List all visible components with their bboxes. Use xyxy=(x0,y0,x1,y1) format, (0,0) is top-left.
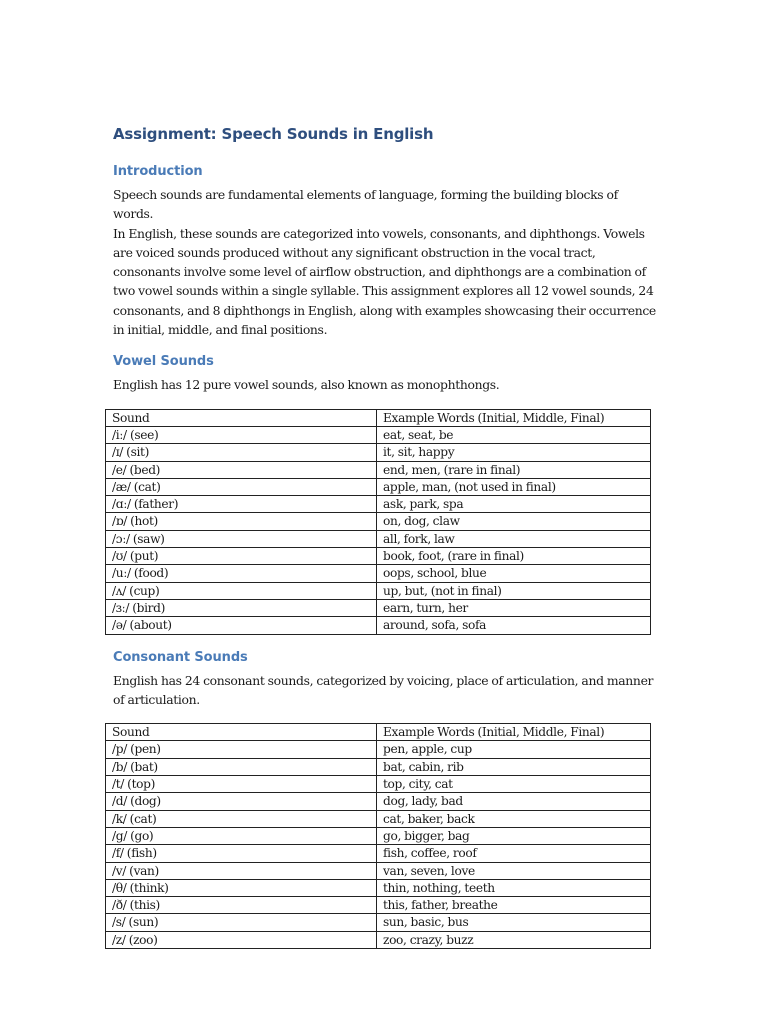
paragraph-line: In English, these sounds are categorized into vowels, consonants, and diphthongs. Vowels xyxy=(113,225,645,241)
examples-cell: all, fork, law xyxy=(377,530,651,547)
sound-cell: /f/ (fish) xyxy=(106,845,377,862)
table-row xyxy=(106,530,651,547)
examples-cell: earn, turn, her xyxy=(377,599,651,616)
sound-cell: /uː/ (food) xyxy=(106,565,377,582)
table-row xyxy=(106,741,651,758)
sound-cell: /ʌ/ (cup) xyxy=(106,582,377,599)
examples-cell: eat, seat, be xyxy=(377,426,651,443)
sound-cell: /s/ (sun) xyxy=(106,914,377,931)
table-row xyxy=(106,862,651,879)
table-row xyxy=(106,426,651,443)
paragraph-line: are voiced sounds produced without any significant obstruction in the vocal tract, xyxy=(113,244,596,260)
table-row xyxy=(106,776,651,793)
table-row xyxy=(106,478,651,495)
sound-cell: /ɪ/ (sit) xyxy=(106,444,377,461)
table-row xyxy=(106,931,651,948)
sound-cell: /æ/ (cat) xyxy=(106,478,377,495)
examples-cell: oops, school, blue xyxy=(377,565,651,582)
examples-cell: up, but, (not in final) xyxy=(377,582,651,599)
consonant-sounds-table xyxy=(105,723,651,949)
header-cell-sound: Sound xyxy=(106,724,377,741)
examples-cell: top, city, cat xyxy=(377,776,651,793)
sound-cell: /ɒ/ (hot) xyxy=(106,513,377,530)
examples-cell: sun, basic, bus xyxy=(377,914,651,931)
examples-cell: van, seven, love xyxy=(377,862,651,879)
table-row xyxy=(106,879,651,896)
sound-cell: /v/ (van) xyxy=(106,862,377,879)
table-header-row xyxy=(106,724,651,741)
header-cell-examples: Example Words (Initial, Middle, Final) xyxy=(377,409,651,426)
sound-cell: /iː/ (see) xyxy=(106,426,377,443)
examples-cell: pen, apple, cup xyxy=(377,741,651,758)
table-row xyxy=(106,548,651,565)
consonant-sounds-intro xyxy=(113,671,658,710)
examples-cell: apple, man, (not used in final) xyxy=(377,478,651,495)
examples-cell: ask, park, spa xyxy=(377,496,651,513)
document-title: Assignment: Speech Sounds in English xyxy=(113,125,434,143)
table-row xyxy=(106,914,651,931)
paragraph-line: two vowel sounds within a single syllable. This assignment explores all 12 vowel sounds, 24 xyxy=(113,283,654,299)
paragraph-line: consonants involve some level of airflow obstruction, and diphthongs are a combination of xyxy=(113,264,646,280)
paragraph-line: in initial, middle, and final positions. xyxy=(113,322,328,338)
sound-cell: /z/ (zoo) xyxy=(106,931,377,948)
examples-cell: this, father, breathe xyxy=(377,897,651,914)
examples-cell: fish, coffee, roof xyxy=(377,845,651,862)
sound-cell: /b/ (bat) xyxy=(106,758,377,775)
sound-cell: /ə/ (about) xyxy=(106,617,377,634)
table-row xyxy=(106,845,651,862)
examples-cell: bat, cabin, rib xyxy=(377,758,651,775)
paragraph-line: English has 24 consonant sounds, categorized by voicing, place of articulation, and manner xyxy=(113,672,654,688)
table-row xyxy=(106,582,651,599)
examples-cell: book, foot, (rare in final) xyxy=(377,548,651,565)
examples-cell: on, dog, claw xyxy=(377,513,651,530)
sound-cell: /ð/ (this) xyxy=(106,897,377,914)
examples-cell: go, bigger, bag xyxy=(377,827,651,844)
examples-cell: around, sofa, sofa xyxy=(377,617,651,634)
sound-cell: /g/ (go) xyxy=(106,827,377,844)
consonant-sounds-heading: Consonant Sounds xyxy=(113,649,248,665)
paragraph-line: consonants, and 8 diphthongs in English, along with examples showcasing their occurrence xyxy=(113,302,656,318)
vowel-sounds-intro: English has 12 pure vowel sounds, also known as monophthongs. xyxy=(113,377,500,393)
table-row xyxy=(106,496,651,513)
examples-cell: thin, nothing, teeth xyxy=(377,879,651,896)
introduction-paragraph xyxy=(113,185,658,339)
table-header-row xyxy=(106,409,651,426)
table-row xyxy=(106,793,651,810)
sound-cell: /e/ (bed) xyxy=(106,461,377,478)
examples-cell: dog, lady, bad xyxy=(377,793,651,810)
examples-cell: end, men, (rare in final) xyxy=(377,461,651,478)
sound-cell: /k/ (cat) xyxy=(106,810,377,827)
table-row xyxy=(106,758,651,775)
table-row xyxy=(106,444,651,461)
sound-cell: /t/ (top) xyxy=(106,776,377,793)
vowel-sounds-heading: Vowel Sounds xyxy=(113,354,214,370)
sound-cell: /ɑː/ (father) xyxy=(106,496,377,513)
table-row xyxy=(106,461,651,478)
table-row xyxy=(106,897,651,914)
table-row xyxy=(106,827,651,844)
paragraph-line: Speech sounds are fundamental elements of language, forming the building blocks of words. xyxy=(113,187,618,222)
sound-cell: /θ/ (think) xyxy=(106,879,377,896)
table-row xyxy=(106,810,651,827)
introduction-heading: Introduction xyxy=(113,164,203,179)
paragraph-line: of articulation. xyxy=(113,691,200,707)
table-row xyxy=(106,513,651,530)
sound-cell: /ʊ/ (put) xyxy=(106,548,377,565)
sound-cell: /ɜː/ (bird) xyxy=(106,599,377,616)
examples-cell: it, sit, happy xyxy=(377,444,651,461)
examples-cell: cat, baker, back xyxy=(377,810,651,827)
vowel-sounds-table xyxy=(105,409,651,635)
document-content xyxy=(113,124,658,949)
sound-cell: /d/ (dog) xyxy=(106,793,377,810)
sound-cell: /ɔː/ (saw) xyxy=(106,530,377,547)
table-row xyxy=(106,599,651,616)
table-row xyxy=(106,565,651,582)
header-cell-sound: Sound xyxy=(106,409,377,426)
header-cell-examples: Example Words (Initial, Middle, Final) xyxy=(377,724,651,741)
table-row xyxy=(106,617,651,634)
sound-cell: /p/ (pen) xyxy=(106,741,377,758)
examples-cell: zoo, crazy, buzz xyxy=(377,931,651,948)
